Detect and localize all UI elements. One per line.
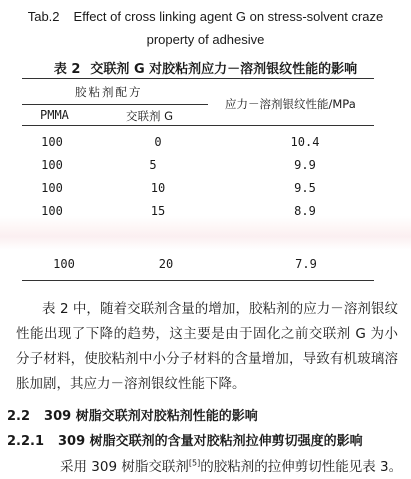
citation-ref[interactable]: [5] bbox=[188, 458, 201, 468]
cell-pmma: 100 bbox=[53, 257, 75, 271]
body-last-line bbox=[60, 455, 402, 475]
cell-stress: 7.9 bbox=[295, 257, 317, 271]
cell-crosslinker: 20 bbox=[158, 257, 174, 271]
cell-stress: 9.9 bbox=[294, 158, 316, 172]
cell-crosslinker: 5 bbox=[149, 158, 157, 172]
table-top-rule bbox=[22, 78, 374, 79]
table-header-pmma: PMMA bbox=[40, 108, 69, 122]
scan-shading bbox=[0, 216, 411, 250]
cell-stress: 8.9 bbox=[294, 204, 316, 218]
section-title: 309 树脂交联剂对胶粘剂性能的影响 bbox=[44, 409, 258, 424]
cell-pmma: 100 bbox=[41, 158, 63, 172]
caption-cn-title: 交联剂 G 对胶粘剂应力－溶剂银纹性能的影响 bbox=[90, 62, 358, 77]
table-header-rule bbox=[22, 125, 374, 126]
cell-stress: 9.5 bbox=[294, 181, 316, 195]
caption-cn bbox=[0, 58, 411, 77]
caption-en-line1 bbox=[0, 8, 411, 25]
cell-pmma: 100 bbox=[41, 135, 63, 149]
table-group-rule bbox=[22, 104, 208, 105]
body-paragraph bbox=[16, 297, 398, 397]
caption-en-title: Effect of cross linking agent G on stress-solvent craze bbox=[73, 9, 384, 24]
cell-crosslinker: 0 bbox=[154, 135, 162, 149]
cell-stress: 10.4 bbox=[290, 135, 320, 149]
caption-en-number: Tab.2 bbox=[27, 9, 60, 24]
section-heading-2-2-1 bbox=[7, 430, 363, 449]
section-number: 2.2 bbox=[7, 409, 31, 424]
table-header-crosslinker: 交联剂 G bbox=[126, 109, 174, 123]
subsection-number: 2.2.1 bbox=[7, 434, 45, 449]
caption-cn-number: 表 2 bbox=[53, 62, 81, 77]
body-paragraph-text: 表 2 中，随着交联剂含量的增加，胶粘剂的应力－溶剂银纹性能出现了下降的趋势，这主要是由于固化之前交联剂 G 为小分子材料，使胶粘剂中小分子材料的含量增加，导致有机玻璃溶胀加剧，其应力－溶剂银纹性能下降。 bbox=[16, 301, 398, 392]
section-heading-2-2 bbox=[7, 405, 258, 424]
cell-pmma: 100 bbox=[41, 204, 63, 218]
cell-crosslinker: 15 bbox=[150, 204, 166, 218]
last-line-post: 的胶粘剂的拉伸剪切性能见表 3。 bbox=[200, 459, 403, 475]
cell-pmma: 100 bbox=[41, 181, 63, 195]
cell-crosslinker: 10 bbox=[150, 181, 166, 195]
table-header-stress: 应力－溶剂银纹性能/MPa bbox=[225, 97, 356, 111]
subsection-title: 309 树脂交联剂的含量对胶粘剂拉伸剪切强度的影响 bbox=[58, 434, 363, 449]
table-bottom-rule bbox=[22, 280, 374, 281]
table-group-header: 胶粘剂配方 bbox=[75, 85, 143, 99]
last-line-pre: 采用 309 树脂交联剂 bbox=[60, 459, 189, 475]
caption-en-line2: property of adhesive bbox=[146, 32, 265, 47]
